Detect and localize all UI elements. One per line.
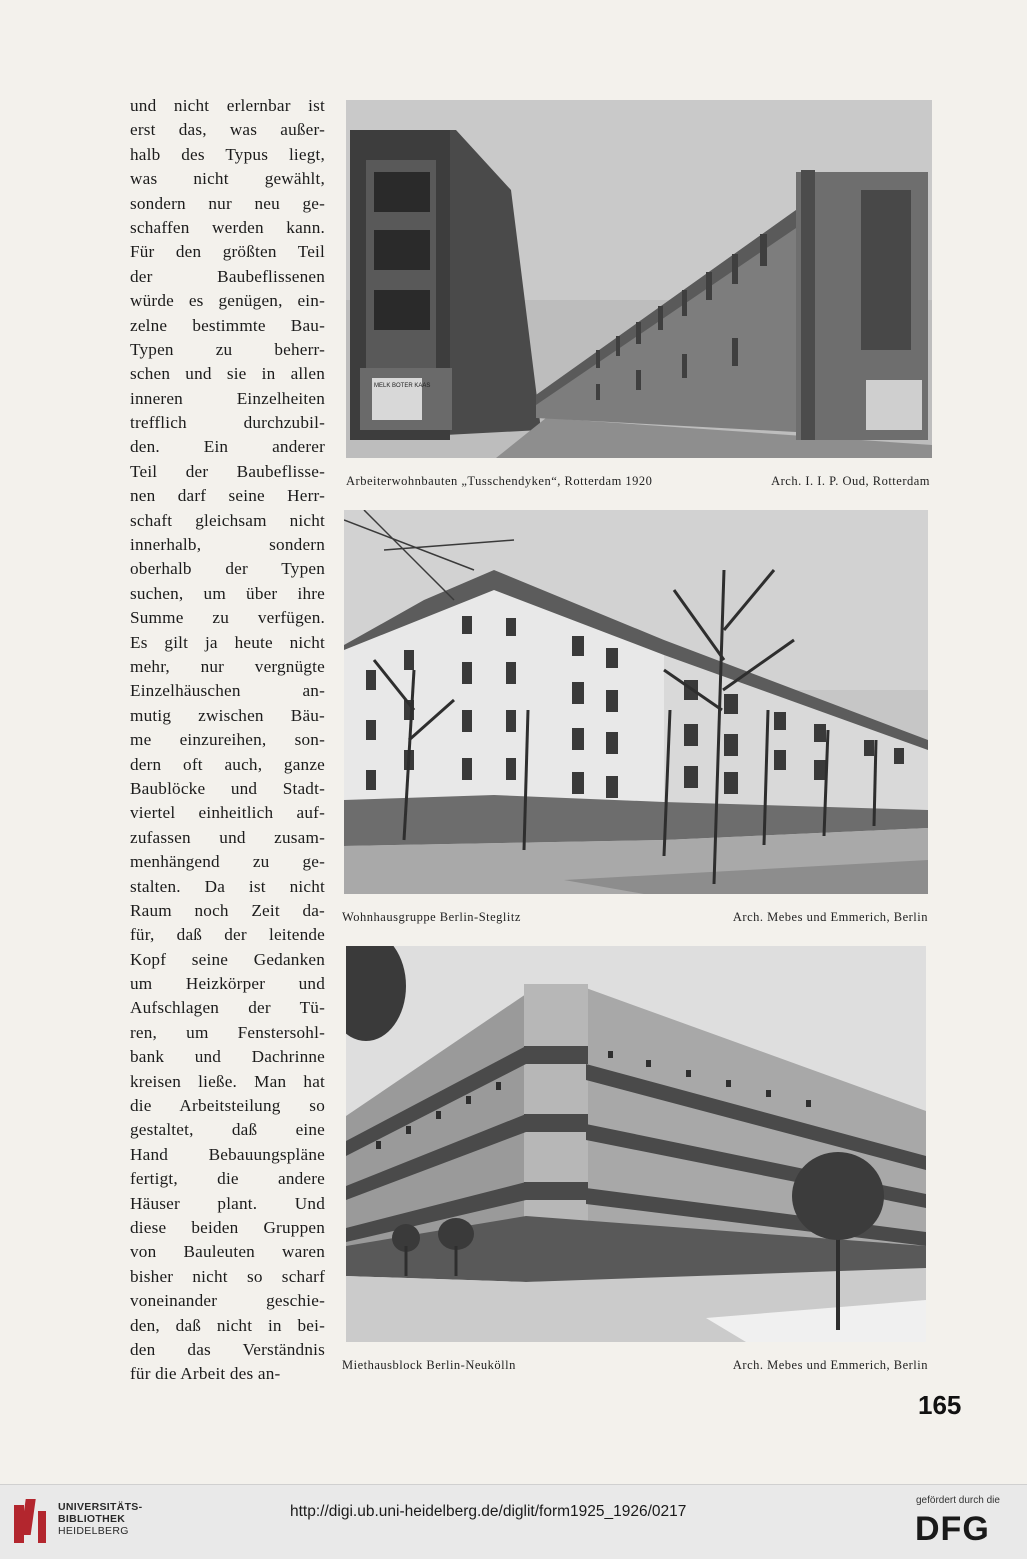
body-text-line: den, daß nicht in bei- bbox=[130, 1315, 325, 1335]
caption-neukoelln-architect: Arch. Mebes und Emmerich, Berlin bbox=[732, 1358, 928, 1372]
body-text-line: schen und sie in allen bbox=[130, 364, 325, 384]
body-text-line: sondern nur neu ge- bbox=[130, 193, 325, 213]
body-text-line: Häuser plant. Und bbox=[130, 1193, 325, 1213]
body-text-line: würde es genügen, ein- bbox=[130, 291, 325, 311]
photo-steglitz bbox=[344, 510, 928, 894]
body-text-line: oberhalb der Typen bbox=[130, 559, 325, 579]
body-text-line: Einzelhäuschen an- bbox=[130, 681, 325, 701]
caption-rotterdam-architect: Arch. I. I. P. Oud, Rotterdam bbox=[771, 474, 930, 488]
body-text-column bbox=[130, 94, 325, 1387]
body-text-line: viertel einheitlich auf- bbox=[130, 803, 325, 823]
body-text-line: schaft gleichsam nicht bbox=[130, 510, 325, 530]
body-text-line: gestaltet, daß eine bbox=[130, 1120, 325, 1140]
photo-neukoelln bbox=[346, 946, 926, 1342]
body-text-line: stalten. Da ist nicht bbox=[130, 876, 325, 896]
body-text-line: fertigt, die andere bbox=[130, 1169, 325, 1189]
library-name-line3: HEIDELBERG bbox=[58, 1525, 129, 1537]
body-text-line: voneinander geschie- bbox=[130, 1291, 325, 1311]
body-text-line: schaffen werden kann. bbox=[130, 217, 325, 237]
caption-steglitz-title: Wohnhausgruppe Berlin-Steglitz bbox=[342, 910, 521, 924]
body-text-line: Aufschlagen der Tü- bbox=[130, 998, 325, 1018]
caption-steglitz-architect: Arch. Mebes und Emmerich, Berlin bbox=[732, 910, 928, 924]
body-text-line: trefflich durchzubil- bbox=[130, 413, 325, 433]
body-text-line: um Heizkörper und bbox=[130, 974, 325, 994]
body-text-line: mutig zwischen Bäu- bbox=[130, 705, 325, 725]
body-text-line: halb des Typus liegt, bbox=[130, 144, 325, 164]
body-text-line: erst das, was außer- bbox=[130, 120, 325, 140]
body-text-line: Es gilt ja heute nicht bbox=[130, 632, 325, 652]
library-name bbox=[58, 1501, 142, 1537]
library-name-line1: UNIVERSITÄTS- bbox=[58, 1501, 143, 1513]
body-text-line: bisher nicht so scharf bbox=[130, 1266, 325, 1286]
body-text-line: für die Arbeit des an- bbox=[130, 1364, 281, 1384]
body-text-line: innerhalb, sondern bbox=[130, 535, 325, 555]
body-text-line: dern oft auch, ganze bbox=[130, 754, 325, 774]
body-text-line: diese beiden Gruppen bbox=[130, 1217, 325, 1237]
body-text-line: suchen, um über ihre bbox=[130, 583, 325, 603]
body-text-line: der Baubeflissenen bbox=[130, 266, 325, 286]
body-text-line: ren, um Fenstersohl- bbox=[130, 1022, 325, 1042]
shop-sign-text: MELK BOTER KAAS bbox=[374, 383, 431, 389]
body-text-line: den das Verständnis bbox=[130, 1339, 325, 1359]
body-text-line: Teil der Baubeflisse- bbox=[130, 461, 325, 481]
body-text-line: Für den größten Teil bbox=[130, 242, 325, 262]
permalink-url[interactable]: http://digi.ub.uni-heidelberg.de/diglit/form1925_1926/0217 bbox=[290, 1503, 687, 1520]
body-text-line: von Bauleuten waren bbox=[130, 1242, 325, 1262]
body-text-line: den. Ein anderer bbox=[130, 437, 325, 457]
body-text-line: zufassen und zusam- bbox=[130, 827, 325, 847]
body-text-line: und nicht erlernbar ist bbox=[130, 96, 325, 115]
photo-rotterdam bbox=[346, 100, 932, 458]
funding-note: gefördert durch die bbox=[916, 1495, 1000, 1506]
university-library-logo-icon bbox=[12, 1497, 48, 1547]
body-text-line: bank und Dachrinne bbox=[130, 1047, 325, 1067]
page-number: 165 bbox=[918, 1390, 962, 1420]
body-text-line: die Arbeitsteilung so bbox=[130, 1096, 325, 1116]
caption-neukoelln-title: Miethausblock Berlin-Neukölln bbox=[342, 1358, 516, 1372]
body-text-line: Baublöcke und Stadt- bbox=[130, 778, 325, 798]
body-text-line: Typen zu beherr- bbox=[130, 339, 325, 359]
body-text-line: für, daß der leitende bbox=[130, 925, 325, 945]
body-text-line: Raum noch Zeit da- bbox=[130, 900, 325, 920]
body-text-line: zelne bestimmte Bau- bbox=[130, 315, 325, 335]
caption-rotterdam-title: Arbeiterwohnbauten „Tusschendyken“, Rotterdam 1920 bbox=[346, 474, 653, 488]
body-text-line: me einzureihen, son- bbox=[130, 730, 325, 750]
body-text-line: kreisen ließe. Man hat bbox=[130, 1071, 325, 1091]
body-text-line: Hand Bebauungspläne bbox=[130, 1144, 325, 1164]
body-text-line: menhängend zu ge- bbox=[130, 852, 325, 872]
footer-bar bbox=[0, 1484, 1027, 1559]
dfg-logo-icon: DFG bbox=[915, 1510, 990, 1548]
body-text-line: mehr, nur vergnügte bbox=[130, 656, 325, 676]
body-text-line: was nicht gewählt, bbox=[130, 169, 325, 189]
library-name-line2: BIBLIOTHEK bbox=[58, 1513, 126, 1525]
body-text-line: Summe zu verfügen. bbox=[130, 608, 325, 628]
body-text-line: Kopf seine Gedanken bbox=[130, 949, 325, 969]
body-text-line: inneren Einzelheiten bbox=[130, 388, 325, 408]
body-text-line: nen darf seine Herr- bbox=[130, 486, 325, 506]
